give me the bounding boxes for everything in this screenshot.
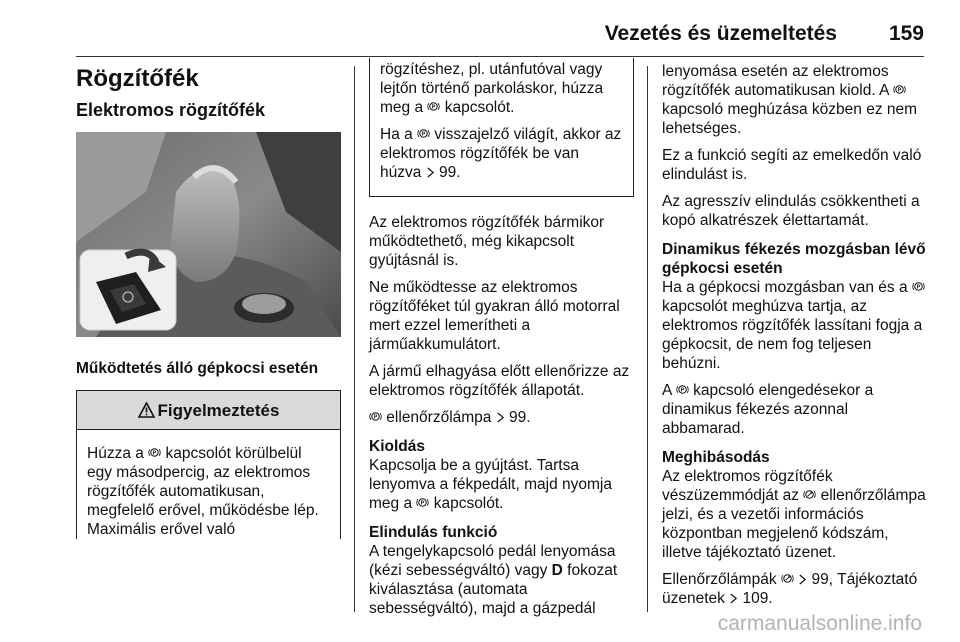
- page-ref-link[interactable]: 99.: [509, 409, 531, 426]
- heading-meghibasodas: Meghibásodás: [662, 449, 770, 466]
- warning-box: [76, 390, 341, 539]
- paragraph: A kapcsoló elengedésekor a dinamikus fékezés azonnal abbamarad.: [662, 382, 874, 437]
- paragraph: A jármű elhagyása előtt ellenőrizze az elektromos rögzítőfék állapotát.: [369, 363, 630, 399]
- figure-caption: Működtetés álló gépkocsi esetén: [76, 360, 319, 377]
- parking-brake-icon: [417, 127, 430, 140]
- parking-brake-icon: [676, 383, 689, 396]
- parking-brake-icon: [427, 100, 440, 113]
- warning-header: [77, 391, 340, 430]
- brake-fault-icon: [803, 488, 816, 501]
- paragraph: Ne működtesse az elektromos rögzítőféket túl gyakran álló motorral mert ezzel lemerítheti a járműakkumulátort.: [369, 279, 620, 353]
- page-reference-arrow-icon: [798, 574, 807, 585]
- parking-brake-switch-photo: [76, 132, 341, 337]
- warning-text-cont: kapcsolót körülbelül egy másodpercig, az elektromos rögzítőfék automatikusan, megfelelő erővel, működésbe lép. Maximális erővel való: [87, 445, 319, 538]
- heading-kioldas: Kioldás: [369, 438, 425, 455]
- warning-indicator-text: Ha a visszajelző világít, akkor az elektromos rögzítőfék be van húzva 99.: [380, 126, 622, 181]
- column-divider-1: [354, 66, 355, 612]
- paragraph: lenyomása esetén az elektromos rögzítőfék automatikusan kiold. A kapcsoló meghúzása közben ez nem lehetséges.: [662, 63, 918, 137]
- page-reference-arrow-icon: [729, 593, 738, 604]
- page-ref-link[interactable]: 99, Tájékoztató üzenetek: [662, 571, 918, 607]
- running-header-title: Vezetés és üzemeltetés: [604, 22, 837, 45]
- subsection-title: Elektromos rögzítőfék: [76, 100, 266, 120]
- paragraph: ellenőrzőlámpa 99.: [369, 408, 634, 427]
- heading-dinamikus: Dinamikus fékezés mozgásban lévő gépkocsi esetén: [662, 241, 926, 277]
- page-reference-arrow-icon: [426, 167, 435, 178]
- paragraph: A tengelykapcsoló pedál lenyomása (kézi sebességváltó) vagy D fokozat kiválasztása (automata sebességváltó), majd a gázpedál: [369, 543, 618, 617]
- column-divider-2: [647, 66, 648, 612]
- paragraph: Kapcsolja be a gyújtást. Tartsa lenyomva a fékpedált, majd nyomja meg a kapcsolót.: [369, 457, 612, 512]
- warning-continued-text: rögzítéshez, pl. utánfutóval vagy lejtőn történő parkoláskor, húzza meg a kapcsolót.: [380, 61, 604, 116]
- parking-brake-icon: [912, 280, 925, 293]
- paragraph: Az agresszív elindulás csökkentheti a kopó alkatrészek élettartamát.: [662, 193, 920, 229]
- paragraph: Ellenőrzőlámpák 99, Tájékoztató üzenetek 109.: [662, 571, 918, 607]
- header-rule: [76, 56, 924, 57]
- column-1: [76, 62, 341, 539]
- paragraph: Ha a gépkocsi mozgásban van és a kapcsolót meghúzva tartja, az elektromos rögzítőfék lassítani fogja a gépkocsit, de nem fog teljesen behúzni.: [662, 278, 930, 373]
- page-number: 159: [888, 22, 924, 45]
- page-ref-link[interactable]: 99.: [438, 164, 461, 181]
- warning-title: Figyelmeztetés: [157, 400, 280, 420]
- watermark: carmanualsonline.info: [717, 612, 922, 635]
- parking-brake-icon: [893, 83, 906, 96]
- parking-brake-icon: [148, 446, 161, 459]
- warning-text: Húzza a: [87, 445, 149, 462]
- parking-brake-icon: [369, 410, 382, 423]
- column-2: [369, 62, 634, 626]
- section-title: Rögzítőfék: [76, 65, 199, 92]
- warning-box-continued: [369, 58, 634, 197]
- page-ref-link[interactable]: 109.: [742, 590, 773, 607]
- paragraph: Az elektromos rögzítőfék bármikor működtethető, még kikapcsolt gyújtásnál is.: [369, 214, 605, 269]
- paragraph: Ez a funkció segíti az emelkedőn való elindulást is.: [662, 147, 922, 183]
- parking-brake-icon: [416, 496, 429, 509]
- column-3: [662, 62, 930, 616]
- heading-elindulas: Elindulás funkció: [369, 524, 498, 541]
- warning-body: [77, 430, 340, 539]
- warning-triangle-icon: [138, 402, 155, 418]
- page-reference-arrow-icon: [496, 412, 505, 423]
- paragraph: Az elektromos rögzítőfék vészüzemmódját az ellenőrzőlámpa jelzi, és a vezetői információs központban megjelenő kódszám, illetve tájékoztató üzenet.: [662, 468, 926, 561]
- brake-fault-icon: [781, 572, 794, 585]
